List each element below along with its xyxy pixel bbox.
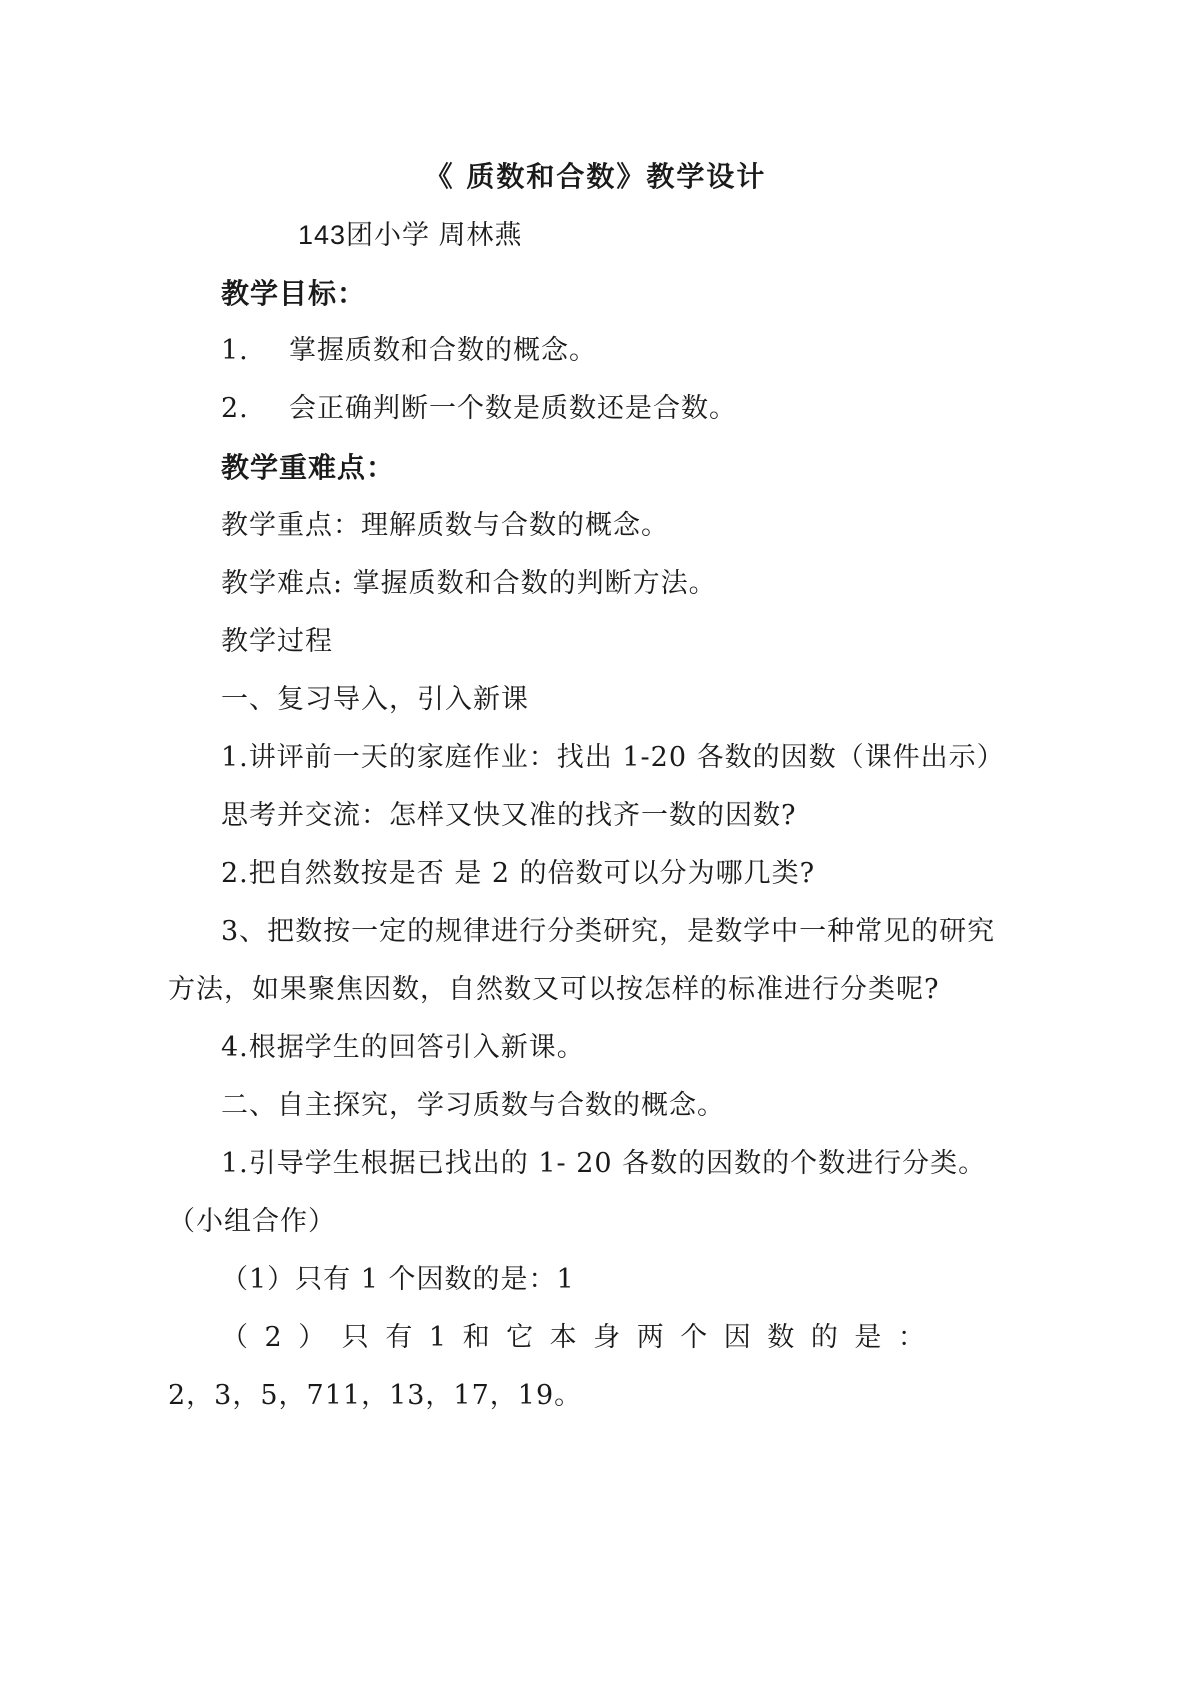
- case-2-token: 两: [636, 1322, 665, 1353]
- objectives-heading: 教学目标：: [221, 277, 367, 310]
- section-2-case-2-line-1: [221, 1321, 926, 1355]
- case-2-token: 只: [341, 1322, 370, 1353]
- case-2-token: 本: [549, 1322, 578, 1353]
- section-1-step-3-line-2: 方法，如果聚焦因数，自然数又可以按怎样的标准进行分类呢?: [168, 974, 940, 1005]
- process-heading: 教学过程: [221, 626, 333, 657]
- author-line: 143团小学 周林燕: [298, 220, 523, 250]
- case-2-token: 身: [593, 1322, 622, 1353]
- case-2-token: 是: [854, 1322, 883, 1353]
- section-1-step-4: 4.根据学生的回答引入新课。: [221, 1032, 585, 1063]
- case-2-token: （: [221, 1322, 249, 1353]
- objective-number: 2.: [221, 393, 249, 424]
- section-2-case-1: （1）只有 1 个因数的是：1: [221, 1264, 575, 1295]
- case-2-token: ）: [298, 1322, 327, 1353]
- section-1-step-3-line-1: 3、把数按一定的规律进行分类研究，是数学中一种常见的研究: [221, 916, 996, 947]
- case-2-token: 2: [264, 1322, 283, 1353]
- case-2-token: 有: [385, 1322, 414, 1353]
- objective-item-2: [221, 392, 737, 426]
- objective-text: 会正确判断一个数是质数还是合数。: [289, 393, 737, 424]
- objective-item-1: [221, 334, 597, 368]
- case-2-token: 因: [723, 1322, 752, 1353]
- section-1-step-1: 1.讲评前一天的家庭作业：找出 1-20 各数的因数（课件出示）: [221, 742, 1005, 773]
- case-2-token: 它: [506, 1322, 535, 1353]
- case-2-token: 数: [767, 1322, 796, 1353]
- case-2-token: ：: [897, 1322, 926, 1353]
- document-title: 《 质数和合数》教学设计: [424, 160, 767, 193]
- case-2-token: 个: [680, 1322, 709, 1353]
- section-1-step-2: 2.把自然数按是否 是 2 的倍数可以分为哪几类?: [221, 858, 816, 889]
- key-points-heading: 教学重难点：: [221, 451, 396, 484]
- key-focus: 教学重点：理解质数与合数的概念。: [221, 510, 669, 541]
- objective-text: 掌握质数和合数的概念。: [289, 335, 597, 366]
- case-2-token: 的: [810, 1322, 839, 1353]
- section-1-title: 一、复习导入，引入新课: [221, 684, 529, 715]
- section-2-step-1-line-1: 1.引导学生根据已找出的 1- 20 各数的因数的个数进行分类。: [221, 1148, 987, 1179]
- section-1-think: 思考并交流：怎样又快又准的找齐一数的因数?: [221, 800, 797, 831]
- case-2-token: 1: [428, 1322, 448, 1353]
- key-difficulty: 教学难点: 掌握质数和合数的判断方法。: [221, 568, 717, 599]
- case-2-token: 和: [462, 1322, 491, 1353]
- objective-number: 1.: [221, 335, 249, 366]
- section-2-step-1-line-2: （小组合作）: [168, 1206, 336, 1237]
- section-2-title: 二、自主探究，学习质数与合数的概念。: [221, 1090, 725, 1121]
- section-2-case-2-line-2: 2，3，5，711，13，17，19。: [168, 1380, 583, 1411]
